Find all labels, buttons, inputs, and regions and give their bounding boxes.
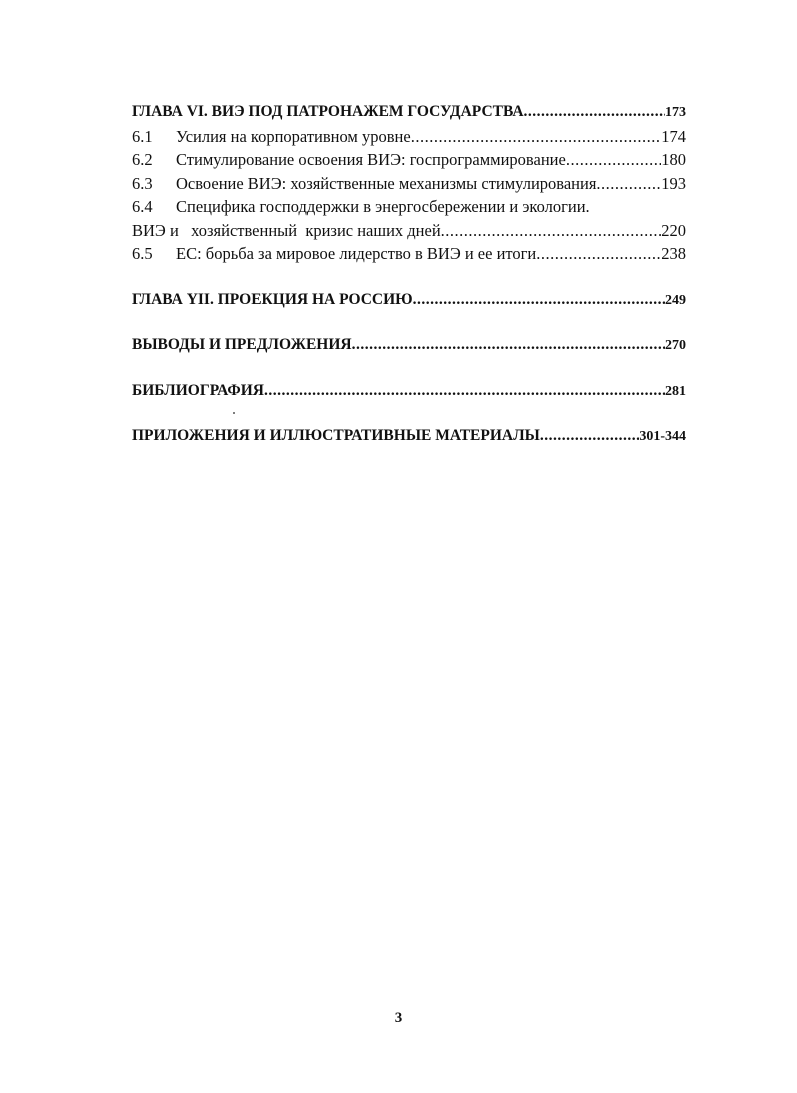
toc-page-number: 173 [665, 105, 686, 120]
toc-page-number: 193 [661, 173, 686, 193]
toc-section-number: 6.5 [132, 244, 153, 263]
toc-chapter-title: ГЛАВА YII. ПРОЕКЦИЯ НА РОССИЮ [132, 290, 413, 308]
toc-leader [264, 379, 665, 403]
toc-section-6-4-line2 [132, 219, 686, 243]
toc-conclusions [132, 333, 686, 358]
toc-leader [524, 100, 665, 124]
toc-section-number: 6.2 [132, 150, 153, 169]
toc-chapter-title: БИБЛИОГРАФИЯ [132, 381, 264, 399]
toc-leader [413, 288, 665, 312]
page-number: 3 [394, 1010, 403, 1026]
toc-section-6-1 [132, 125, 686, 149]
toc-leader [441, 219, 662, 243]
toc-page-number: 238 [661, 244, 686, 263]
toc-section-6-4-line1 [132, 195, 686, 219]
toc-section-number: 6.1 [132, 126, 153, 146]
toc-chapter-7 [132, 288, 686, 313]
toc-leader [352, 333, 665, 357]
toc-bibliography [132, 379, 686, 404]
toc-leader [411, 125, 662, 149]
toc-appendices [132, 424, 686, 449]
toc-page-number: 220 [661, 220, 686, 240]
toc-page-number: 174 [661, 126, 686, 146]
toc-section-6-5 [132, 242, 686, 266]
toc-leader [540, 424, 639, 448]
toc-section-title: Стимулирование освоения ВИЭ: госпрограммирование [176, 150, 566, 169]
toc-page-number: 301-344 [639, 429, 686, 444]
toc-section-title: Усилия на корпоративном уровне [176, 126, 411, 146]
toc-chapter-title: ГЛАВА VI. ВИЭ ПОД ПАТРОНАЖЕМ ГОСУДАРСТВА [132, 103, 524, 120]
toc-section-6-2 [132, 148, 686, 172]
toc-page-number: 180 [661, 150, 686, 169]
toc-chapter-6 [132, 100, 686, 125]
toc-leader [536, 242, 661, 266]
toc-page-number: 249 [665, 292, 686, 308]
scan-speck [233, 412, 235, 414]
toc-section-title: Специфика господдержки в энергосбережении и экологии. [176, 197, 590, 216]
toc-chapter-title: ПРИЛОЖЕНИЯ И ИЛЛЮСТРАТИВНЫЕ МАТЕРИАЛЫ [132, 427, 540, 444]
toc-section-title-continued: ВИЭ и хозяйственный кризис наших дней [132, 220, 441, 240]
toc-section-6-3 [132, 172, 686, 196]
toc-chapter-title: ВЫВОДЫ И ПРЕДЛОЖЕНИЯ [132, 336, 352, 353]
toc-page-number: 270 [665, 338, 686, 353]
toc-section-title: Освоение ВИЭ: хозяйственные механизмы стимулирования [176, 173, 597, 193]
toc-leader [596, 172, 661, 196]
table-of-contents [132, 100, 686, 449]
toc-section-number: 6.4 [132, 197, 153, 216]
toc-page-number: 281 [665, 383, 686, 399]
toc-section-number: 6.3 [132, 173, 153, 193]
toc-section-title: ЕС: борьба за мировое лидерство в ВИЭ и ее итоги [176, 244, 537, 263]
toc-leader [566, 148, 661, 172]
